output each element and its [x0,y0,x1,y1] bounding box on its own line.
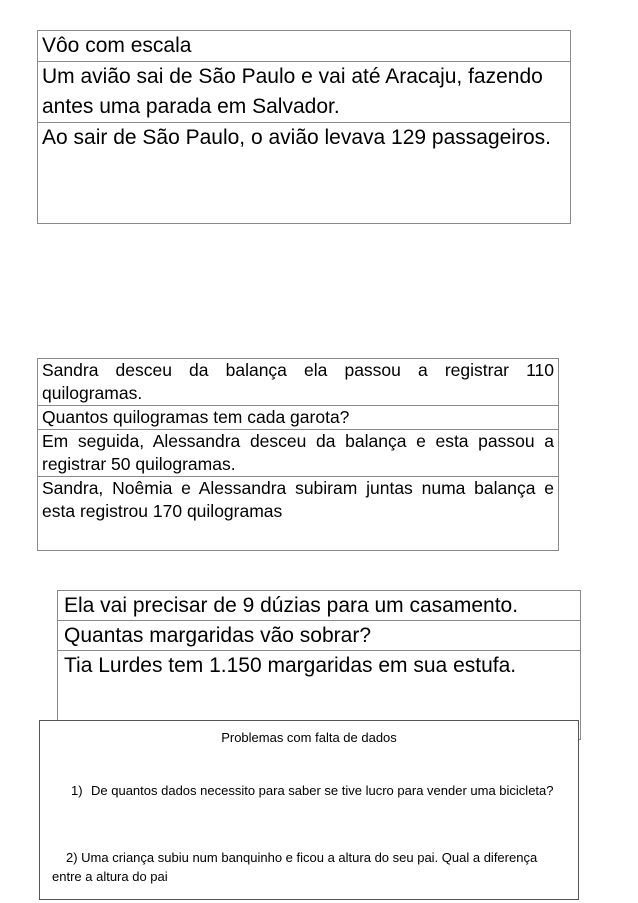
problem-card-flight [37,30,571,224]
question-1-text: De quantos dados necessito para saber se tive lucro para vender uma bicicleta? [91,783,554,798]
card-row-statement: Sandra, Noêmia e Alessandra subiram juntas numa balança e esta registrou 170 quilogramas [42,478,554,521]
problem-card-scale [37,358,559,551]
card-row-statement: Sandra desceu da balança ela passou a registrar 110 quilogramas. [38,359,558,406]
card-row-statement: Tia Lurdes tem 1.150 margaridas em sua estufa. [64,654,517,677]
question-2: 2) Uma criança subiu num banquinho e ficou a altura do seu pai. Qual a diferença entre a altura do pai [52,850,538,884]
card-row-title: Vôo com escala [38,31,570,62]
card-row-statement: Ao sair de São Paulo, o avião levava 129 passageiros. [42,126,551,149]
card-row-statement: Em seguida, Alessandra desceu da balança e esta passou a registrar 50 quilogramas. [38,430,558,477]
card-row-statement: Um avião sai de São Paulo e vai até Aracaju, fazendo antes uma parada em Salvador. [38,62,570,123]
card-row-question: Quantos quilogramas tem cada garota? [38,406,558,430]
missing-data-problems-panel [39,720,579,900]
card-row-statement: Ela vai precisar de 9 dúzias para um casamento. [58,591,580,621]
problem-card-daisies [57,590,581,740]
question-1-number: 1) [71,783,83,798]
panel-title: Problemas com falta de dados [221,730,397,745]
card-row-question: Quantas margaridas vão sobrar? [58,621,580,651]
question-1 [71,781,562,800]
